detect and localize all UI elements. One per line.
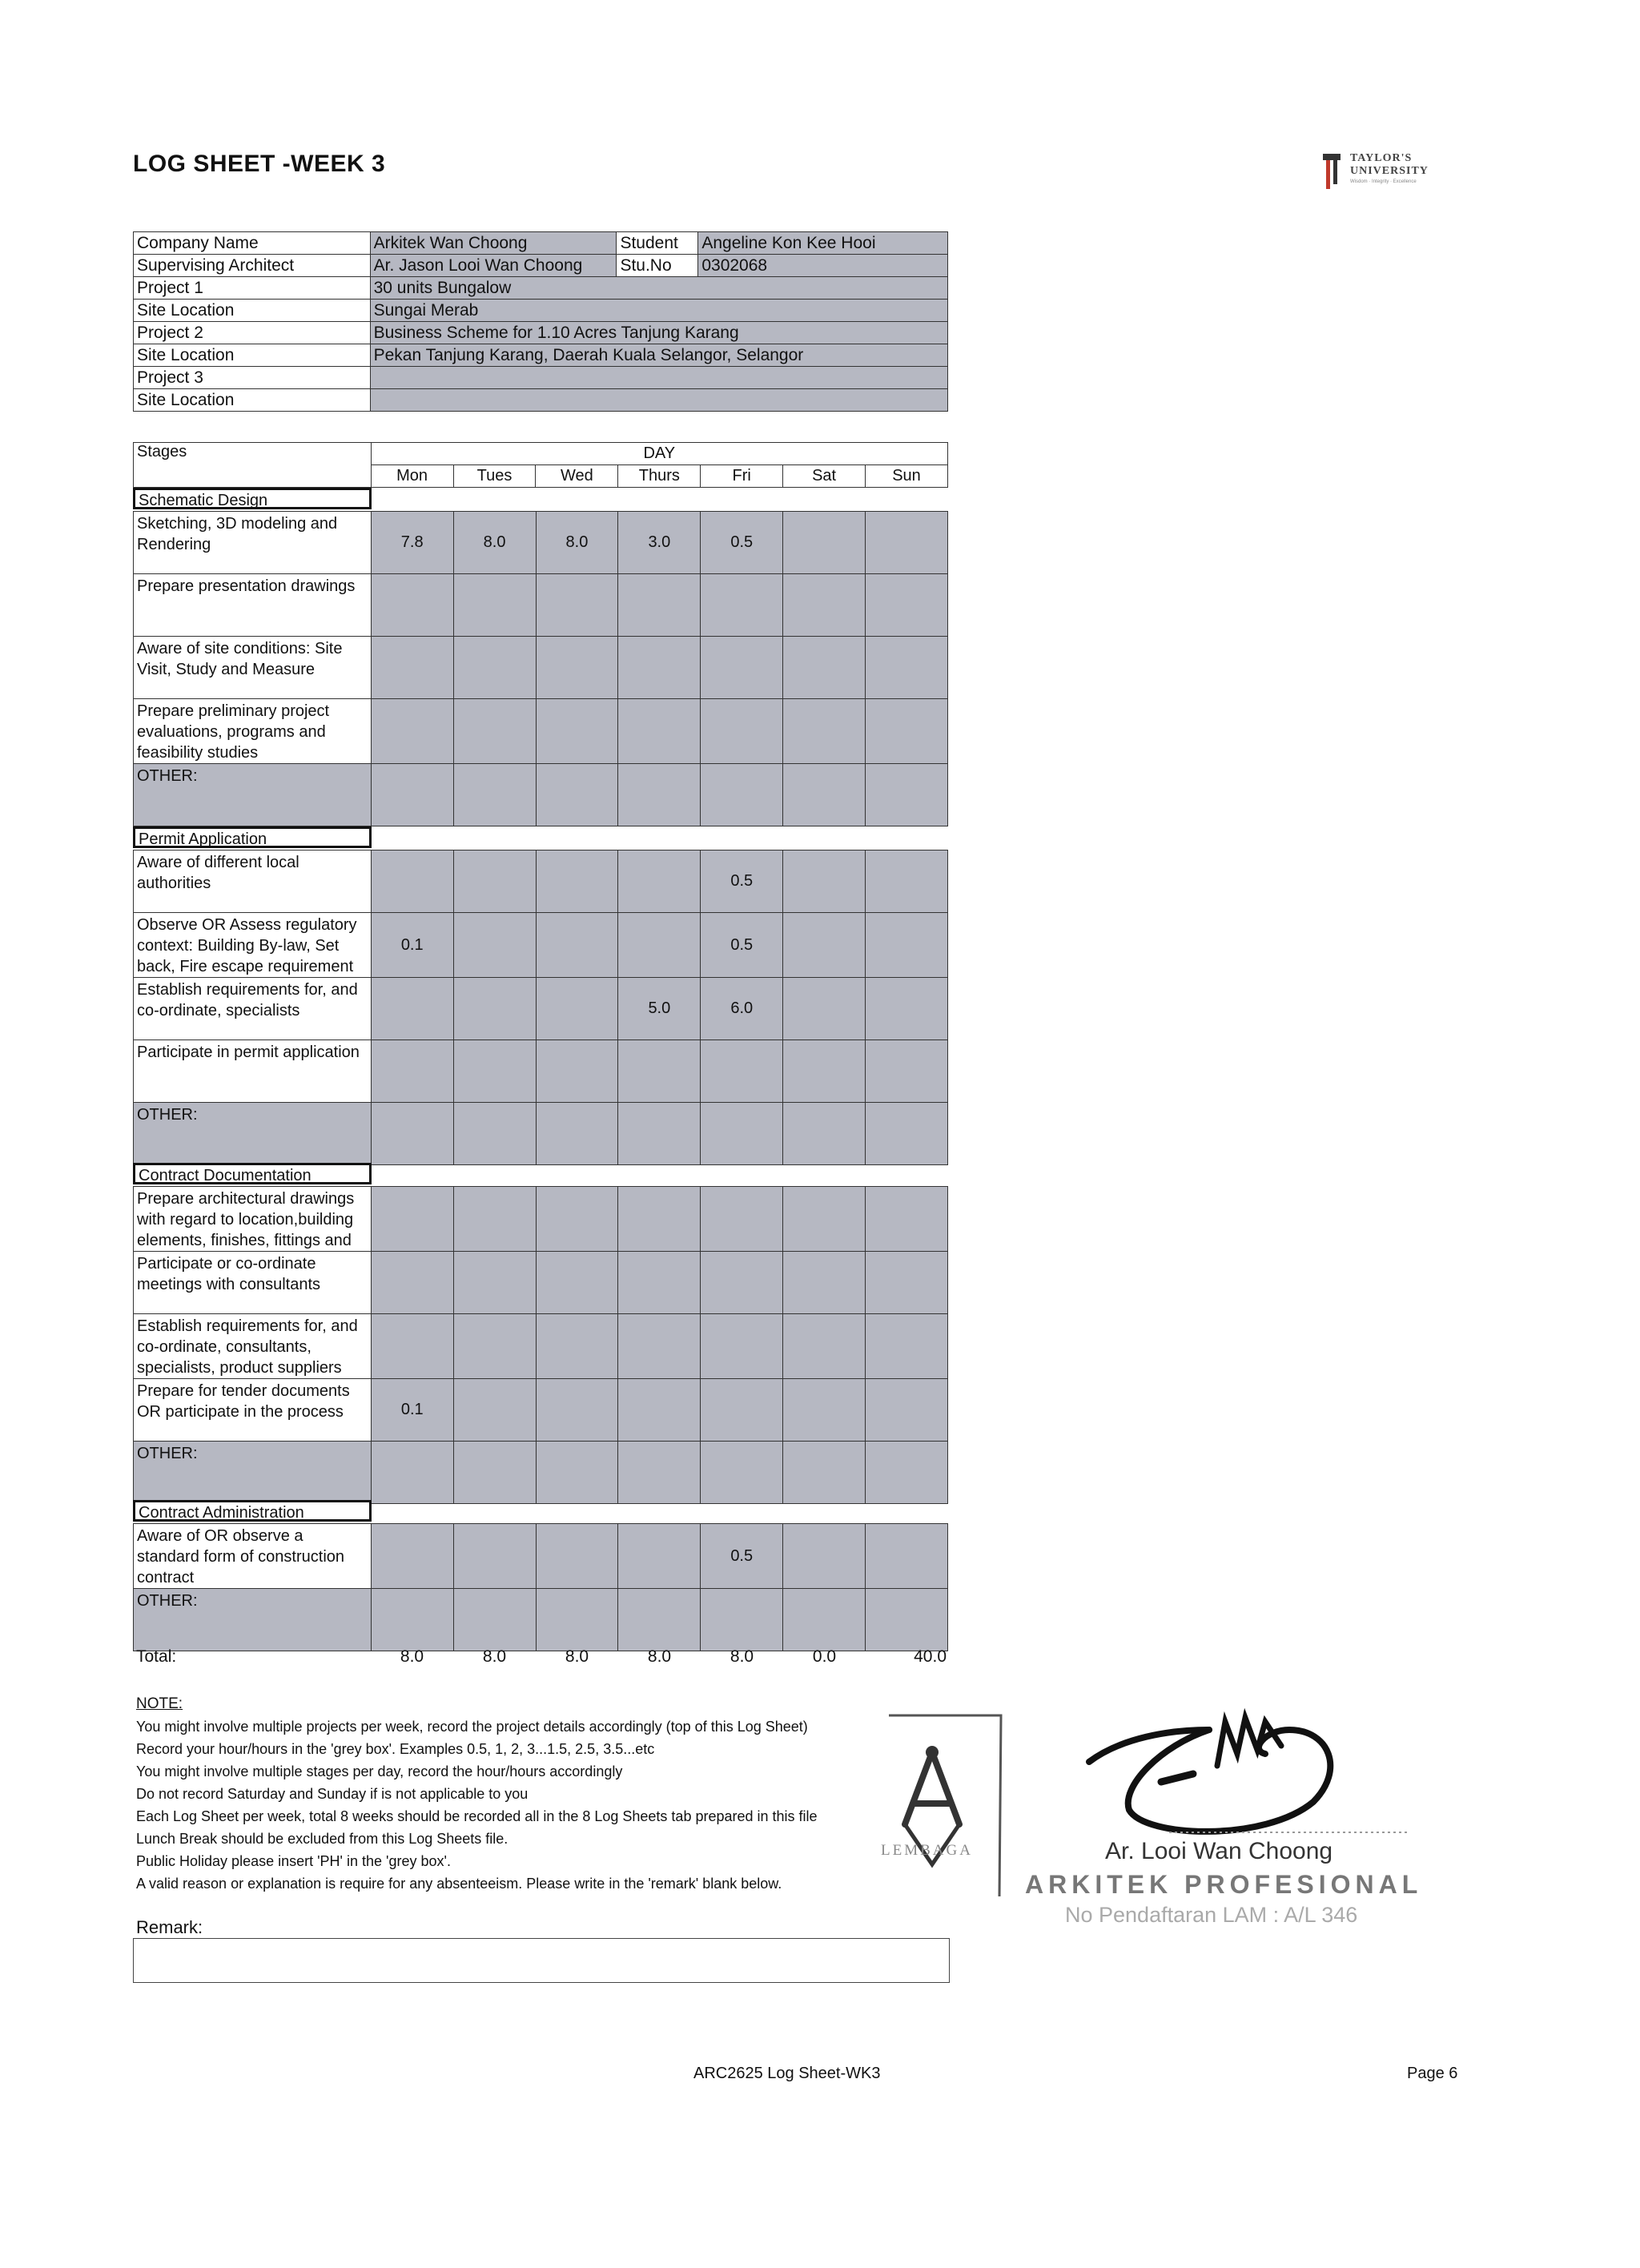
day-header: Thurs: [618, 465, 701, 488]
hours-cell[interactable]: [701, 1442, 783, 1504]
note-block: [136, 1693, 818, 1895]
hours-cell[interactable]: 0.1: [371, 1379, 453, 1442]
note-line: You might involve multiple projects per week, record the project details accordingly (top of this Log Sheet): [136, 1719, 808, 1735]
hours-cell[interactable]: [783, 1314, 866, 1379]
hours-cell[interactable]: [783, 1379, 866, 1442]
hours-cell[interactable]: [536, 1187, 618, 1252]
registration-number: No Pendaftaran LAM : A/L 346: [1065, 1903, 1358, 1927]
activity-row: [134, 1103, 948, 1165]
total-value: 8.0: [400, 1647, 424, 1666]
hours-cell[interactable]: [536, 1040, 618, 1103]
architect-name: Ar. Looi Wan Choong: [1105, 1838, 1333, 1864]
total-value: 40.0: [914, 1647, 947, 1666]
hours-cell[interactable]: [618, 1103, 701, 1165]
site1-value: Sungai Merab: [370, 300, 947, 322]
hours-cell[interactable]: [536, 1252, 618, 1314]
hours-cell[interactable]: [701, 574, 783, 637]
remark-field[interactable]: [133, 1938, 950, 1983]
hours-cell[interactable]: [371, 637, 453, 699]
note-line: Lunch Break should be excluded from this Log Sheets file.: [136, 1831, 508, 1847]
activity-label: Establish requirements for, and co-ordinate, consultants, specialists, product suppliers: [134, 1314, 372, 1379]
hours-cell[interactable]: [618, 850, 701, 913]
hours-cell[interactable]: [453, 978, 536, 1040]
hours-cell[interactable]: [618, 637, 701, 699]
activity-label: Aware of OR observe a standard form of construction contract: [134, 1524, 372, 1589]
hours-cell[interactable]: [783, 850, 866, 913]
activity-row: [134, 850, 948, 913]
hours-cell[interactable]: [783, 574, 866, 637]
hours-cell[interactable]: [453, 637, 536, 699]
lam-emblem-icon: [849, 1704, 1006, 1909]
stage-title: Contract Administration: [133, 1500, 372, 1522]
footer-text: ARC2625 Log Sheet-WK3: [693, 2065, 881, 2082]
note-line: Each Log Sheet per week, total 8 weeks should be recorded all in the 8 Log Sheets tab prepared in this file: [136, 1808, 818, 1824]
architect-value: Ar. Jason Looi Wan Choong: [370, 255, 617, 277]
hours-cell[interactable]: [371, 764, 453, 826]
hours-cell[interactable]: [701, 764, 783, 826]
activity-row: [134, 1442, 948, 1504]
hours-cell[interactable]: [453, 1314, 536, 1379]
hours-cell[interactable]: [866, 574, 948, 637]
activity-label: Aware of different local authorities: [134, 850, 372, 913]
project1-label: Project 1: [134, 277, 371, 300]
hours-cell[interactable]: [866, 1252, 948, 1314]
activity-label: Establish requirements for, and co-ordinate, specialists: [134, 978, 372, 1040]
logo-line1: TAYLOR'S: [1350, 152, 1413, 164]
hours-cell[interactable]: [371, 1252, 453, 1314]
hours-cell[interactable]: [701, 699, 783, 764]
activity-row: [134, 1314, 948, 1379]
hours-cell[interactable]: [866, 1187, 948, 1252]
signature-icon: [1025, 1706, 1441, 1842]
hours-cell[interactable]: [453, 850, 536, 913]
activity-row: [134, 1524, 948, 1589]
hours-cell[interactable]: [701, 1314, 783, 1379]
hours-cell[interactable]: [453, 1040, 536, 1103]
activity-row: [134, 764, 948, 826]
hours-cell[interactable]: [866, 1314, 948, 1379]
hours-cell[interactable]: [536, 1314, 618, 1379]
hours-cell[interactable]: [371, 1040, 453, 1103]
hours-cell[interactable]: [536, 850, 618, 913]
logo-tagline: Wisdom · Integrity · Excellence: [1350, 179, 1417, 184]
hours-cell[interactable]: [783, 512, 866, 574]
project2-label: Project 2: [134, 322, 371, 344]
hours-cell[interactable]: [866, 1442, 948, 1504]
hours-cell[interactable]: [536, 699, 618, 764]
hours-cell[interactable]: 0.5: [701, 512, 783, 574]
hours-cell[interactable]: [618, 699, 701, 764]
activity-row: [134, 1589, 948, 1651]
logo-line2: UNIVERSITY: [1350, 165, 1429, 177]
hours-cell[interactable]: [701, 1379, 783, 1442]
hours-cell[interactable]: [866, 764, 948, 826]
hours-cell[interactable]: [536, 637, 618, 699]
hours-cell[interactable]: [536, 978, 618, 1040]
other-label: OTHER:: [134, 1442, 372, 1504]
stage-title: Schematic Design: [133, 488, 372, 509]
hours-cell[interactable]: [371, 1442, 453, 1504]
hours-cell[interactable]: [866, 850, 948, 913]
page-title: LOG SHEET -WEEK 3: [133, 151, 386, 177]
site2-value: Pekan Tanjung Karang, Daerah Kuala Selangor, Selangor: [370, 344, 947, 367]
hours-cell[interactable]: [866, 1589, 948, 1651]
stage-title: Permit Application: [133, 826, 372, 848]
day-header: Tues: [453, 465, 536, 488]
company-value: Arkitek Wan Choong: [370, 232, 617, 255]
site1-label: Site Location: [134, 300, 371, 322]
hours-cell[interactable]: 3.0: [618, 512, 701, 574]
hours-cell[interactable]: [783, 1187, 866, 1252]
stage-title: Contract Documentation: [133, 1163, 372, 1184]
hours-cell[interactable]: [371, 574, 453, 637]
university-crest-icon: [1323, 154, 1341, 189]
day-header: Wed: [536, 465, 618, 488]
hours-cell[interactable]: 0.5: [701, 1524, 783, 1589]
hours-cell[interactable]: 0.5: [701, 850, 783, 913]
hours-cell[interactable]: [618, 574, 701, 637]
hours-cell[interactable]: [453, 1252, 536, 1314]
hours-cell[interactable]: [783, 1103, 866, 1165]
activity-row: [134, 574, 948, 637]
hours-cell[interactable]: [536, 764, 618, 826]
architect-profession: ARKITEK PROFESIONAL: [1025, 1870, 1423, 1899]
hours-cell[interactable]: [866, 1040, 948, 1103]
day-header-table: [133, 442, 948, 488]
stage-table: [133, 850, 948, 1165]
activity-row: [134, 1252, 948, 1314]
hours-cell[interactable]: 8.0: [536, 512, 618, 574]
hours-cell[interactable]: [618, 1252, 701, 1314]
hours-cell[interactable]: [618, 1589, 701, 1651]
hours-cell[interactable]: [866, 978, 948, 1040]
hours-cell[interactable]: [618, 1379, 701, 1442]
other-label: OTHER:: [134, 764, 372, 826]
total-value: 8.0: [565, 1647, 589, 1666]
hours-cell[interactable]: [536, 1524, 618, 1589]
hours-cell[interactable]: [866, 512, 948, 574]
hours-cell[interactable]: [866, 637, 948, 699]
activity-row: [134, 913, 948, 978]
total-value: 8.0: [730, 1647, 754, 1666]
activity-label: Prepare architectural drawings with regard to location,building elements, finishes, fittings and: [134, 1187, 372, 1252]
hours-cell[interactable]: [371, 1103, 453, 1165]
hours-cell[interactable]: [371, 1187, 453, 1252]
hours-cell[interactable]: 0.1: [371, 913, 453, 978]
hours-cell[interactable]: [783, 699, 866, 764]
hours-cell[interactable]: 6.0: [701, 978, 783, 1040]
hours-cell[interactable]: [866, 913, 948, 978]
note-heading: NOTE:: [136, 1695, 183, 1712]
architect-stamp: [1025, 1706, 1441, 1930]
project2-value: Business Scheme for 1.10 Acres Tanjung Karang: [370, 322, 947, 344]
hours-cell[interactable]: [453, 1379, 536, 1442]
activity-row: [134, 1187, 948, 1252]
hours-cell[interactable]: [783, 913, 866, 978]
activity-label: Prepare preliminary project evaluations, programs and feasibility studies: [134, 699, 372, 764]
student-value: Angeline Kon Kee Hooi: [698, 232, 948, 255]
activity-label: Aware of site conditions: Site Visit, Study and Measure: [134, 637, 372, 699]
hours-cell[interactable]: [371, 699, 453, 764]
stage-table: [133, 1186, 948, 1504]
note-line: Do not record Saturday and Sunday if is not applicable to you: [136, 1786, 529, 1802]
note-line: A valid reason or explanation is require for any absenteeism. Please write in the 'remark' blank below.: [136, 1876, 782, 1892]
lembaga-text: LEMBAGA: [881, 1842, 973, 1859]
total-value: 8.0: [647, 1647, 672, 1666]
site3-label: Site Location: [134, 389, 371, 412]
hours-cell[interactable]: [536, 1379, 618, 1442]
hours-cell[interactable]: [866, 699, 948, 764]
hours-cell[interactable]: [701, 1040, 783, 1103]
project-info-table: [133, 231, 948, 412]
activity-row: [134, 978, 948, 1040]
totals-row: [133, 1645, 948, 1669]
hours-cell[interactable]: 7.8: [371, 512, 453, 574]
hours-cell[interactable]: [453, 1187, 536, 1252]
hours-cell[interactable]: [453, 699, 536, 764]
other-label: OTHER:: [134, 1589, 372, 1651]
site3-value: [370, 389, 947, 412]
hours-cell[interactable]: [783, 1252, 866, 1314]
activity-row: [134, 699, 948, 764]
hours-cell[interactable]: [783, 637, 866, 699]
university-logo: [1323, 149, 1451, 197]
stage-table: [133, 1523, 948, 1651]
hours-cell[interactable]: [866, 1524, 948, 1589]
hours-cell[interactable]: [701, 1187, 783, 1252]
hours-cell[interactable]: [701, 637, 783, 699]
activity-label: Observe OR Assess regulatory context: Building By-law, Set back, Fire escape requirement: [134, 913, 372, 978]
hours-cell[interactable]: [371, 1589, 453, 1651]
hours-cell[interactable]: 8.0: [453, 512, 536, 574]
hours-cell[interactable]: [536, 1103, 618, 1165]
hours-cell[interactable]: 5.0: [618, 978, 701, 1040]
hours-cell[interactable]: [783, 978, 866, 1040]
day-label: DAY: [371, 443, 947, 465]
activity-label: Prepare presentation drawings: [134, 574, 372, 637]
hours-cell[interactable]: [453, 913, 536, 978]
activity-row: [134, 512, 948, 574]
total-label: Total:: [136, 1647, 177, 1666]
day-header: Sun: [866, 465, 948, 488]
total-value: 0.0: [812, 1647, 837, 1666]
day-header: Mon: [371, 465, 453, 488]
stuno-value: 0302068: [698, 255, 948, 277]
hours-cell[interactable]: [783, 1442, 866, 1504]
hours-cell[interactable]: [783, 764, 866, 826]
hours-cell[interactable]: [618, 913, 701, 978]
other-label: OTHER:: [134, 1103, 372, 1165]
hours-cell[interactable]: [453, 1442, 536, 1504]
day-header: Fri: [701, 465, 783, 488]
lam-stamp: [849, 1704, 1006, 1909]
hours-cell[interactable]: [618, 1524, 701, 1589]
hours-cell[interactable]: [783, 1040, 866, 1103]
activity-label: Prepare for tender documents OR participate in the process: [134, 1379, 372, 1442]
activity-label: Participate or co-ordinate meetings with consultants: [134, 1252, 372, 1314]
page-number: Page 6: [1407, 2065, 1458, 2082]
note-line: Record your hour/hours in the 'grey box'. Examples 0.5, 1, 2, 3...1.5, 2.5, 3.5...etc: [136, 1741, 655, 1757]
hours-cell[interactable]: [701, 1589, 783, 1651]
hours-cell[interactable]: [453, 1524, 536, 1589]
hours-cell[interactable]: [866, 1379, 948, 1442]
hours-cell[interactable]: [618, 764, 701, 826]
hours-cell[interactable]: [371, 850, 453, 913]
hours-cell[interactable]: [618, 1040, 701, 1103]
hours-cell[interactable]: [536, 574, 618, 637]
stages-label: Stages: [134, 443, 372, 488]
hours-cell[interactable]: [371, 978, 453, 1040]
activity-label: Participate in permit application: [134, 1040, 372, 1103]
hours-cell[interactable]: [701, 1103, 783, 1165]
hours-cell[interactable]: [536, 1589, 618, 1651]
hours-cell[interactable]: [371, 1314, 453, 1379]
hours-cell[interactable]: [536, 1442, 618, 1504]
hours-cell[interactable]: [701, 1252, 783, 1314]
hours-cell[interactable]: [618, 1187, 701, 1252]
activity-row: [134, 1040, 948, 1103]
hours-cell[interactable]: [453, 574, 536, 637]
stuno-label: Stu.No: [617, 255, 698, 277]
hours-cell[interactable]: [371, 1524, 453, 1589]
hours-cell[interactable]: [453, 1103, 536, 1165]
hours-cell[interactable]: [783, 1524, 866, 1589]
student-label: Student: [617, 232, 698, 255]
project1-value: 30 units Bungalow: [370, 277, 947, 300]
note-line: Public Holiday please insert 'PH' in the 'grey box'.: [136, 1853, 451, 1869]
note-line: You might involve multiple stages per day, record the hour/hours accordingly: [136, 1763, 623, 1779]
hours-cell[interactable]: [866, 1103, 948, 1165]
activity-row: [134, 1379, 948, 1442]
hours-cell[interactable]: [783, 1589, 866, 1651]
activity-label: Sketching, 3D modeling and Rendering: [134, 512, 372, 574]
project3-value: [370, 367, 947, 389]
architect-label: Supervising Architect: [134, 255, 371, 277]
company-label: Company Name: [134, 232, 371, 255]
hours-cell[interactable]: [453, 764, 536, 826]
day-header: Sat: [783, 465, 866, 488]
hours-cell[interactable]: [536, 913, 618, 978]
total-value: 8.0: [482, 1647, 507, 1666]
site2-label: Site Location: [134, 344, 371, 367]
hours-cell[interactable]: [618, 1314, 701, 1379]
hours-cell[interactable]: [453, 1589, 536, 1651]
hours-cell[interactable]: 0.5: [701, 913, 783, 978]
project3-label: Project 3: [134, 367, 371, 389]
activity-row: [134, 637, 948, 699]
stage-table: [133, 511, 948, 826]
remark-label: Remark:: [136, 1917, 203, 1937]
hours-cell[interactable]: [618, 1442, 701, 1504]
